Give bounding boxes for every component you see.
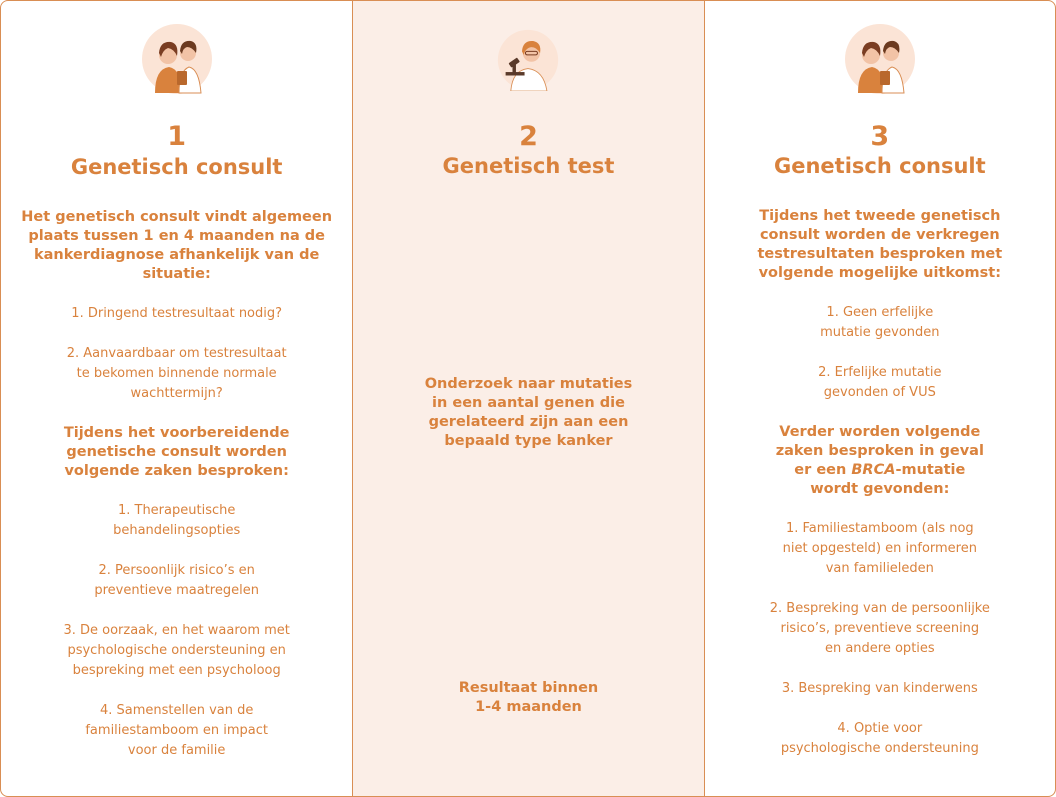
result-timeframe: Resultaat binnen 1-4 maanden (458, 680, 599, 715)
intro-text: Tijdens het tweede genetisch consult worden de verkregen testresultaten besproken met volgende mogelijke uitkomst: (757, 208, 1003, 281)
list-item: 4. Optie voor psychologische ondersteuning (780, 721, 979, 756)
list-item: 3. De oorzaak, en het waarom met psychologische ondersteuning en bespreking met een psycholoog (63, 623, 290, 678)
question-2: 2. Aanvaardbaar om testresultaat te bekomen binnende normale wachttermijn? (66, 346, 287, 401)
list-item: 1. Therapeutische behandelingsopties (113, 503, 241, 538)
step-number: 1 (167, 121, 187, 152)
step-3-content (705, 207, 1055, 759)
doctor-patient-icon (844, 23, 916, 95)
subheading: Tijdens het voorbereidende genetische consult worden volgende zaken besproken: (63, 425, 290, 479)
brca-term: BRCA (851, 462, 896, 478)
lab-researcher-icon (497, 29, 559, 91)
question-1: 1. Dringend testresultaat nodig? (71, 306, 283, 321)
step-title: Genetisch consult (774, 154, 986, 178)
list-item: 2. Persoonlijk risico’s en preventieve maatregelen (94, 563, 259, 598)
step-3-column (704, 1, 1055, 796)
intro-text: Het genetisch consult vindt algemeen plaats tussen 1 en 4 maanden na de kankerdiagnose afhankelijk van de situatie: (21, 209, 333, 282)
step-1-content (1, 208, 352, 761)
list-item: 4. Samenstellen van de familiestamboom en impact voor de familie (85, 703, 268, 758)
list-item: 2. Bespreking van de persoonlijke risico’s, preventieve screening en andere opties (769, 601, 990, 656)
step-1-column (1, 1, 352, 796)
list-item: 3. Bespreking van kinderwens (781, 681, 978, 696)
outcome-1: 1. Geen erfelijke mutatie gevonden (820, 305, 940, 340)
step-number: 3 (870, 121, 890, 152)
step-number: 2 (519, 121, 538, 152)
doctor-patient-icon (141, 23, 213, 95)
step-title: Genetisch consult (70, 155, 283, 179)
test-description: Onderzoek naar mutaties in een aantal genen die gerelateerd zijn aan een bepaald type kanker (424, 376, 633, 449)
step-2-column (352, 1, 703, 796)
list-item: 1. Familiestamboom (als nog niet opgesteld) en informeren van familieleden (782, 521, 977, 576)
step-title: Genetisch test (442, 154, 615, 178)
outcome-2: 2. Erfelijke mutatie gevonden of VUS (818, 365, 942, 400)
subheading: Verder worden volgende zaken besproken in geval er een BRCA-mutatie wordt gevonden: (775, 424, 984, 497)
